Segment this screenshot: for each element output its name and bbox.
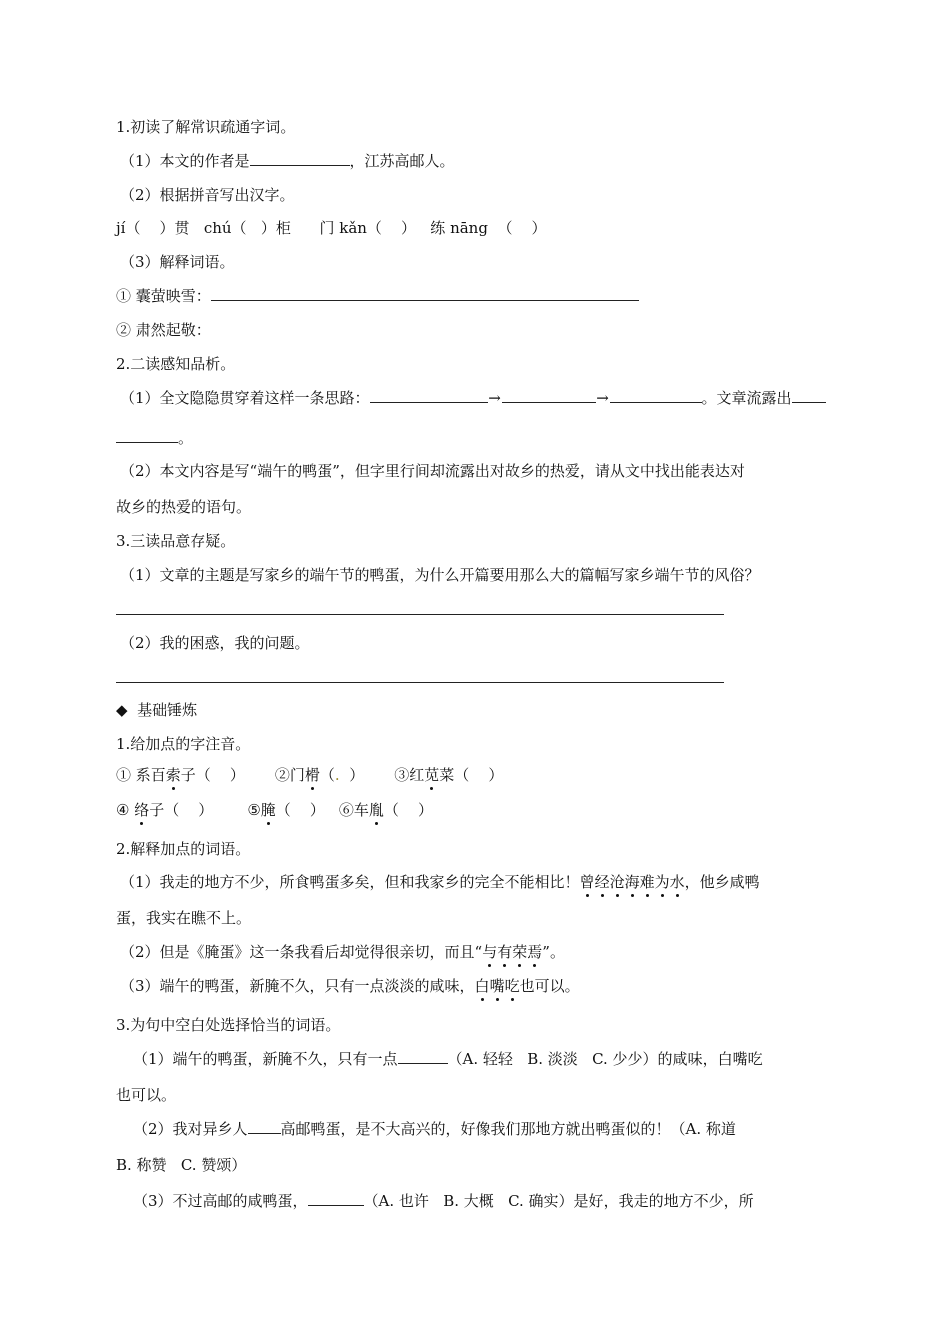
b-heading-2: 2.解释加点的词语。 bbox=[116, 840, 251, 858]
s2-q1-cont: 。 bbox=[116, 428, 193, 448]
dotted-char: 索 bbox=[165, 766, 181, 784]
s1-heading: 1.初读了解常识疏通字词。 bbox=[116, 118, 296, 136]
fill-2-cont: B. 称赞 C. 赞颂） bbox=[116, 1156, 247, 1174]
arrow-icon: → bbox=[488, 389, 501, 407]
thread-blank-2[interactable] bbox=[502, 388, 596, 403]
fill-1-cont: 也可以。 bbox=[116, 1086, 177, 1104]
s1-q3: （3）解释词语。 bbox=[120, 253, 235, 271]
word-1: ① 囊萤映雪： bbox=[116, 286, 639, 306]
dotted-char: 曾 bbox=[579, 873, 595, 891]
explain-1-cont: 蛋，我实在瞧不上。 bbox=[116, 909, 252, 927]
dotted-char: 海 bbox=[624, 873, 640, 891]
dotted-char: 白 bbox=[474, 977, 490, 995]
dotted-char: 水 bbox=[669, 873, 685, 891]
explain-1: （1）我走的地方不少，所食鸭蛋多矣，但和我家乡的完全不能相比！曾经沧海难为水，他乡咸鸭 bbox=[120, 873, 760, 891]
dotted-char: 有 bbox=[497, 943, 513, 961]
dotted-char: 络 bbox=[134, 801, 150, 819]
word-1-blank[interactable] bbox=[211, 286, 639, 301]
emotion-blank-cont[interactable] bbox=[116, 428, 178, 443]
author-blank[interactable] bbox=[250, 151, 350, 166]
s2-q1: （1）全文隐隐贯穿着这样一条思路： → → 。文章流露出 bbox=[120, 388, 826, 408]
pinyin-line: jí（ ）贯 chú（ ）柜 门 kǎn（ ） 练 nāng （ ） bbox=[116, 219, 547, 237]
s1-q1: （1）本文的作者是 ，江苏高邮人。 bbox=[120, 152, 455, 170]
pron-row-2: ④ 络子（ ） ⑤腌（ ） ⑥车胤（ ） bbox=[116, 801, 433, 819]
emotion-blank[interactable] bbox=[792, 388, 826, 403]
dotted-char: 难 bbox=[639, 873, 655, 891]
answer-line[interactable] bbox=[116, 682, 724, 683]
s1-q2: （2）根据拼音写出汉字。 bbox=[120, 186, 295, 204]
b-heading-1: 1.给加点的字注音。 bbox=[116, 735, 251, 753]
dotted-char: 榾 bbox=[304, 766, 320, 784]
fill-3-blank[interactable] bbox=[308, 1191, 364, 1206]
dotted-char: 苋 bbox=[424, 766, 440, 784]
fill-1-blank[interactable] bbox=[398, 1049, 448, 1064]
word-2: ② 肃然起敬： bbox=[116, 321, 211, 339]
s2-q2-cont: 故乡的热爱的语句。 bbox=[116, 498, 252, 516]
dotted-char: 嘴 bbox=[489, 977, 505, 995]
s2-heading: 2.二读感知品析。 bbox=[116, 355, 236, 373]
section-title: ◆ 基础锤炼 bbox=[116, 701, 198, 719]
s2-q2: （2）本文内容是写“端午的鸭蛋”，但字里行间却流露出对故乡的热爱，请从文中找出能表达对 bbox=[120, 462, 745, 480]
s3-q2: （2）我的困惑，我的问题。 bbox=[120, 634, 310, 652]
fill-1: （1）端午的鸭蛋，新腌不久，只有一点 （A. 轻轻 B. 淡淡 C. 少少）的咸味，白嘴吃 bbox=[133, 1050, 763, 1068]
fill-2-blank[interactable] bbox=[248, 1119, 281, 1134]
s3-heading: 3.三读品意存疑。 bbox=[116, 532, 236, 550]
answer-line[interactable] bbox=[116, 614, 724, 615]
s3-q1: （1）文章的主题是写家乡的端午节的鸭蛋，为什么开篇要用那么大的篇幅写家乡端午节的风俗？ bbox=[120, 566, 760, 584]
dotted-char: 经 bbox=[594, 873, 610, 891]
explain-2: （2）但是《腌蛋》这一条我看后却觉得很亲切，而且“与有荣焉”。 bbox=[120, 943, 565, 961]
b-heading-3: 3.为句中空白处选择恰当的词语。 bbox=[116, 1016, 341, 1034]
thread-blank-3[interactable] bbox=[610, 388, 702, 403]
dotted-char: 吃 bbox=[504, 977, 520, 995]
thread-blank-1[interactable] bbox=[370, 388, 488, 403]
dotted-char: 与 bbox=[482, 943, 498, 961]
fill-2: （2）我对异乡人 高邮鸭蛋，是不大高兴的，好像我们那地方就出鸭蛋似的！（A. 称道 bbox=[133, 1120, 736, 1138]
dotted-char: 沧 bbox=[609, 873, 625, 891]
dotted-char: 为 bbox=[654, 873, 670, 891]
pron-row-1: ① 系百索子（ ） ②门榾（. ） ③红苋菜（ ） bbox=[116, 766, 504, 784]
dotted-char: 荣 bbox=[512, 943, 528, 961]
explain-3: （3）端午的鸭蛋，新腌不久，只有一点淡淡的咸味，白嘴吃也可以。 bbox=[120, 977, 580, 995]
dotted-char: 胤 bbox=[368, 801, 384, 819]
dotted-char: 焉 bbox=[527, 943, 543, 961]
fill-3: （3）不过高邮的咸鸭蛋， （A. 也许 B. 大概 C. 确实）是好，我走的地方不少，所 bbox=[133, 1192, 754, 1210]
arrow-icon: → bbox=[596, 389, 609, 407]
dotted-char: 腌 bbox=[260, 801, 276, 819]
